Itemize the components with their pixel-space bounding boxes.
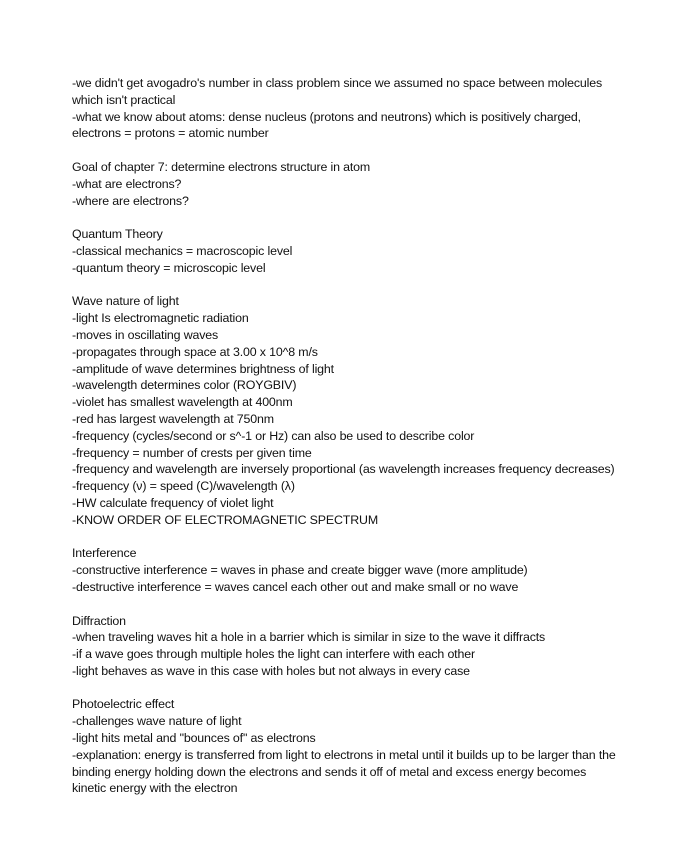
note-line: -red has largest wavelength at 750nm	[72, 411, 274, 426]
note-line: -when traveling waves hit a hole in a barrier which is similar in size to the wave it diffracts	[72, 630, 546, 645]
note-line: -light Is electromagnetic radiation	[72, 311, 249, 326]
note-line: -explanation: energy is transferred from light to electrons in metal until it builds up to be larger than the binding energy holding down the electrons and sends it off of metal and excess energy becomes kinetic energy with the electron	[72, 747, 616, 796]
note-line: -HW calculate frequency of violet light	[72, 495, 274, 510]
note-line: -KNOW ORDER OF ELECTROMAGNETIC SPECTRUM	[72, 512, 378, 527]
note-line: -moves in oscillating waves	[72, 327, 219, 342]
note-line: -what are electrons?	[72, 176, 182, 191]
note-line: -wavelength determines color (ROYGBIV)	[72, 378, 297, 393]
section-photoelectric-effect	[72, 696, 617, 797]
section-interference	[72, 545, 617, 595]
note-line: -frequency (ν) = speed (C)/wavelength (λ)	[72, 479, 295, 494]
note-line: -frequency (cycles/second or s^-1 or Hz) can also be used to describe color	[72, 428, 475, 443]
section-heading: Diffraction	[72, 613, 126, 628]
note-line: -where are electrons?	[72, 193, 189, 208]
note-line: -propagates through space at 3.00 x 10^8 m/s	[72, 344, 318, 359]
section-diffraction	[72, 613, 617, 680]
section-heading: Goal of chapter 7: determine electrons structure in atom	[72, 159, 371, 174]
note-line: -violet has smallest wavelength at 400nm	[72, 395, 293, 410]
section-heading: Wave nature of light	[72, 294, 179, 309]
note-line: -quantum theory = microscopic level	[72, 260, 266, 275]
section-heading: Interference	[72, 546, 137, 561]
note-line: -we didn't get avogadro's number in class problem since we assumed no space between molecules which isn't practical	[72, 76, 603, 107]
note-line: -light hits metal and "bounces of" as electrons	[72, 731, 316, 746]
section-heading: Quantum Theory	[72, 227, 163, 242]
document-page	[72, 75, 617, 797]
section-goal	[72, 159, 617, 209]
section-heading: Photoelectric effect	[72, 697, 175, 712]
section-wave-nature	[72, 293, 617, 528]
note-line: -amplitude of wave determines brightness of light	[72, 361, 334, 376]
section-intro	[72, 75, 617, 142]
note-line: -frequency = number of crests per given time	[72, 445, 312, 460]
note-line: -what we know about atoms: dense nucleus (protons and neutrons) which is positively charged, electrons = protons = atomic number	[72, 109, 581, 141]
note-line: -constructive interference = waves in phase and create bigger wave (more amplitude)	[72, 563, 528, 578]
note-line: -challenges wave nature of light	[72, 714, 242, 729]
section-quantum-theory	[72, 226, 617, 276]
note-line: -frequency and wavelength are inversely proportional (as wavelength increases frequency decreases)	[72, 462, 615, 477]
note-line: -classical mechanics = macroscopic level	[72, 243, 293, 258]
note-line: -destructive interference = waves cancel each other out and make small or no wave	[72, 579, 519, 594]
note-line: -light behaves as wave in this case with holes but not always in every case	[72, 663, 470, 678]
note-line: -if a wave goes through multiple holes the light can interfere with each other	[72, 647, 475, 662]
